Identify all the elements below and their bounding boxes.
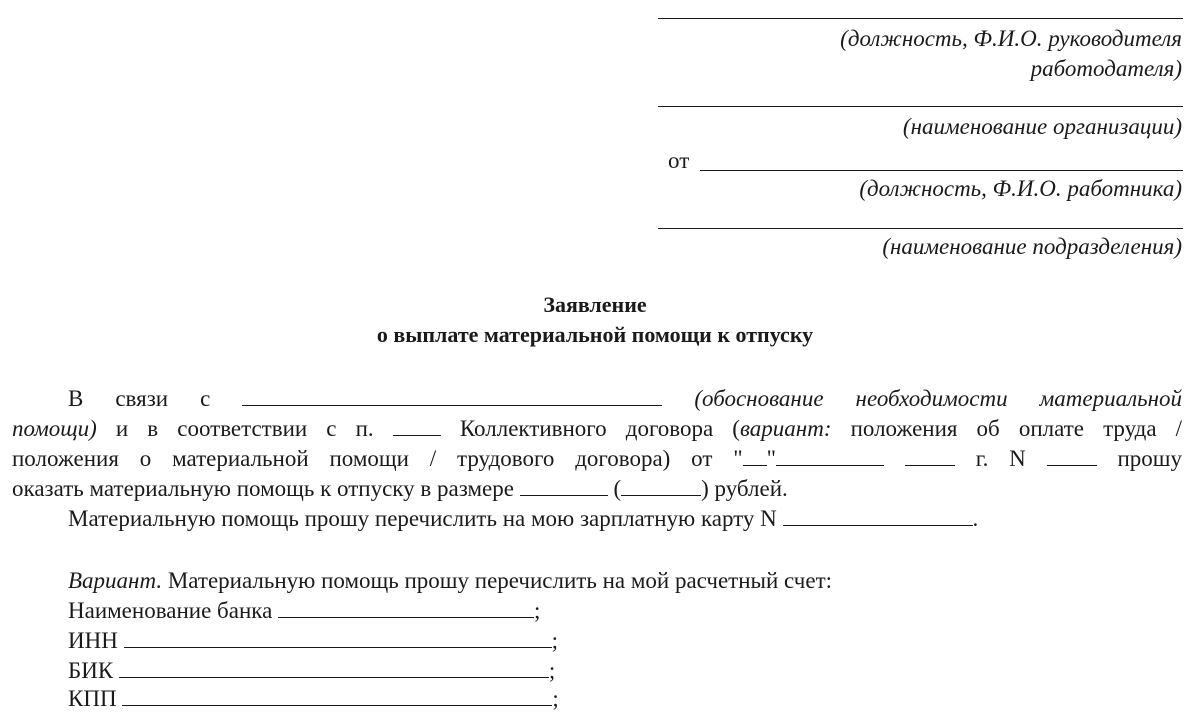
p1-text-c: помощи) — [12, 416, 97, 441]
employer-line[interactable] — [658, 18, 1183, 19]
p1-text-i: прошу — [1117, 446, 1183, 471]
p1-text-e: Коллективного договора (вариант: — [459, 416, 832, 441]
clause-number-field[interactable] — [393, 417, 441, 436]
paragraph-line-2 — [12, 414, 1182, 444]
p3-text-a: Вариант. — [68, 568, 163, 593]
bik-field[interactable] — [119, 659, 549, 678]
department-line[interactable] — [658, 228, 1183, 229]
bank-name-end: ; — [534, 598, 541, 623]
employer-caption-line1: (должность, Ф.И.О. руководителя — [840, 26, 1182, 51]
document-number-field[interactable] — [1047, 447, 1097, 466]
card-number-field[interactable] — [783, 507, 973, 526]
bik-label: БИК — [68, 658, 114, 683]
kpp-end: ; — [552, 686, 559, 711]
bank-name-label: Наименование банка — [68, 598, 273, 623]
kpp-label: КПП — [68, 686, 117, 711]
p2-text-b: . — [972, 506, 979, 531]
from-prefix: от — [668, 148, 690, 173]
document-subtitle: о выплате материальной помощи к отпуску — [376, 322, 814, 347]
amount-words-field[interactable] — [621, 477, 701, 496]
organization-line[interactable] — [658, 106, 1183, 107]
p1-text-a: В связи с — [68, 386, 211, 411]
employee-line[interactable] — [700, 170, 1183, 171]
organization-caption: (наименование организации) — [902, 114, 1182, 139]
p1-text-h: г. N — [975, 446, 1026, 471]
date-day-field[interactable] — [743, 447, 767, 466]
paragraph-line-4 — [12, 474, 1182, 504]
inn-row — [68, 626, 1200, 656]
inn-field[interactable] — [124, 629, 552, 648]
p1-text-k: ( — [613, 476, 622, 501]
bik-end: ; — [548, 658, 556, 683]
p1-text-g: положения о материальной помощи / трудового договора) от " " — [12, 446, 884, 471]
bank-name-row — [68, 596, 1200, 626]
p1-text-l: ) рублей. — [701, 476, 788, 501]
reason-field[interactable] — [242, 387, 662, 406]
card-line — [68, 504, 1200, 534]
paragraph-line-1 — [12, 384, 1182, 414]
inn-label: ИНН — [68, 628, 118, 653]
p1-text-j: оказать материальную помощь к отпуску в размере — [12, 476, 514, 501]
employer-caption-line2: работодателя) — [1030, 56, 1182, 81]
p1-text-b: (обоснование необходимости материальной — [694, 386, 1183, 411]
p3-text-b: Материальную помощь прошу перечислить на мой расчетный счет: — [167, 568, 833, 593]
paragraph-line-3 — [12, 444, 1182, 474]
inn-end: ; — [551, 628, 558, 653]
p2-text-a: Материальную помощь прошу перечислить на мою зарплатную карту N — [68, 506, 777, 531]
bank-name-field[interactable] — [278, 599, 534, 618]
p1-text-d: и в соответствии с п. — [115, 416, 374, 441]
employee-caption: (должность, Ф.И.О. работника) — [859, 176, 1182, 201]
date-year-field[interactable] — [905, 447, 955, 466]
department-caption: (наименование подразделения) — [882, 234, 1182, 259]
bik-row — [68, 656, 1200, 686]
amount-field[interactable] — [520, 477, 608, 496]
kpp-row — [68, 684, 1200, 714]
date-month-field[interactable] — [776, 447, 884, 466]
variant-line — [68, 566, 1200, 596]
document-title: Заявление — [543, 292, 647, 317]
kpp-field[interactable] — [122, 687, 552, 706]
p1-text-f: положения об оплате труда / — [850, 416, 1183, 441]
